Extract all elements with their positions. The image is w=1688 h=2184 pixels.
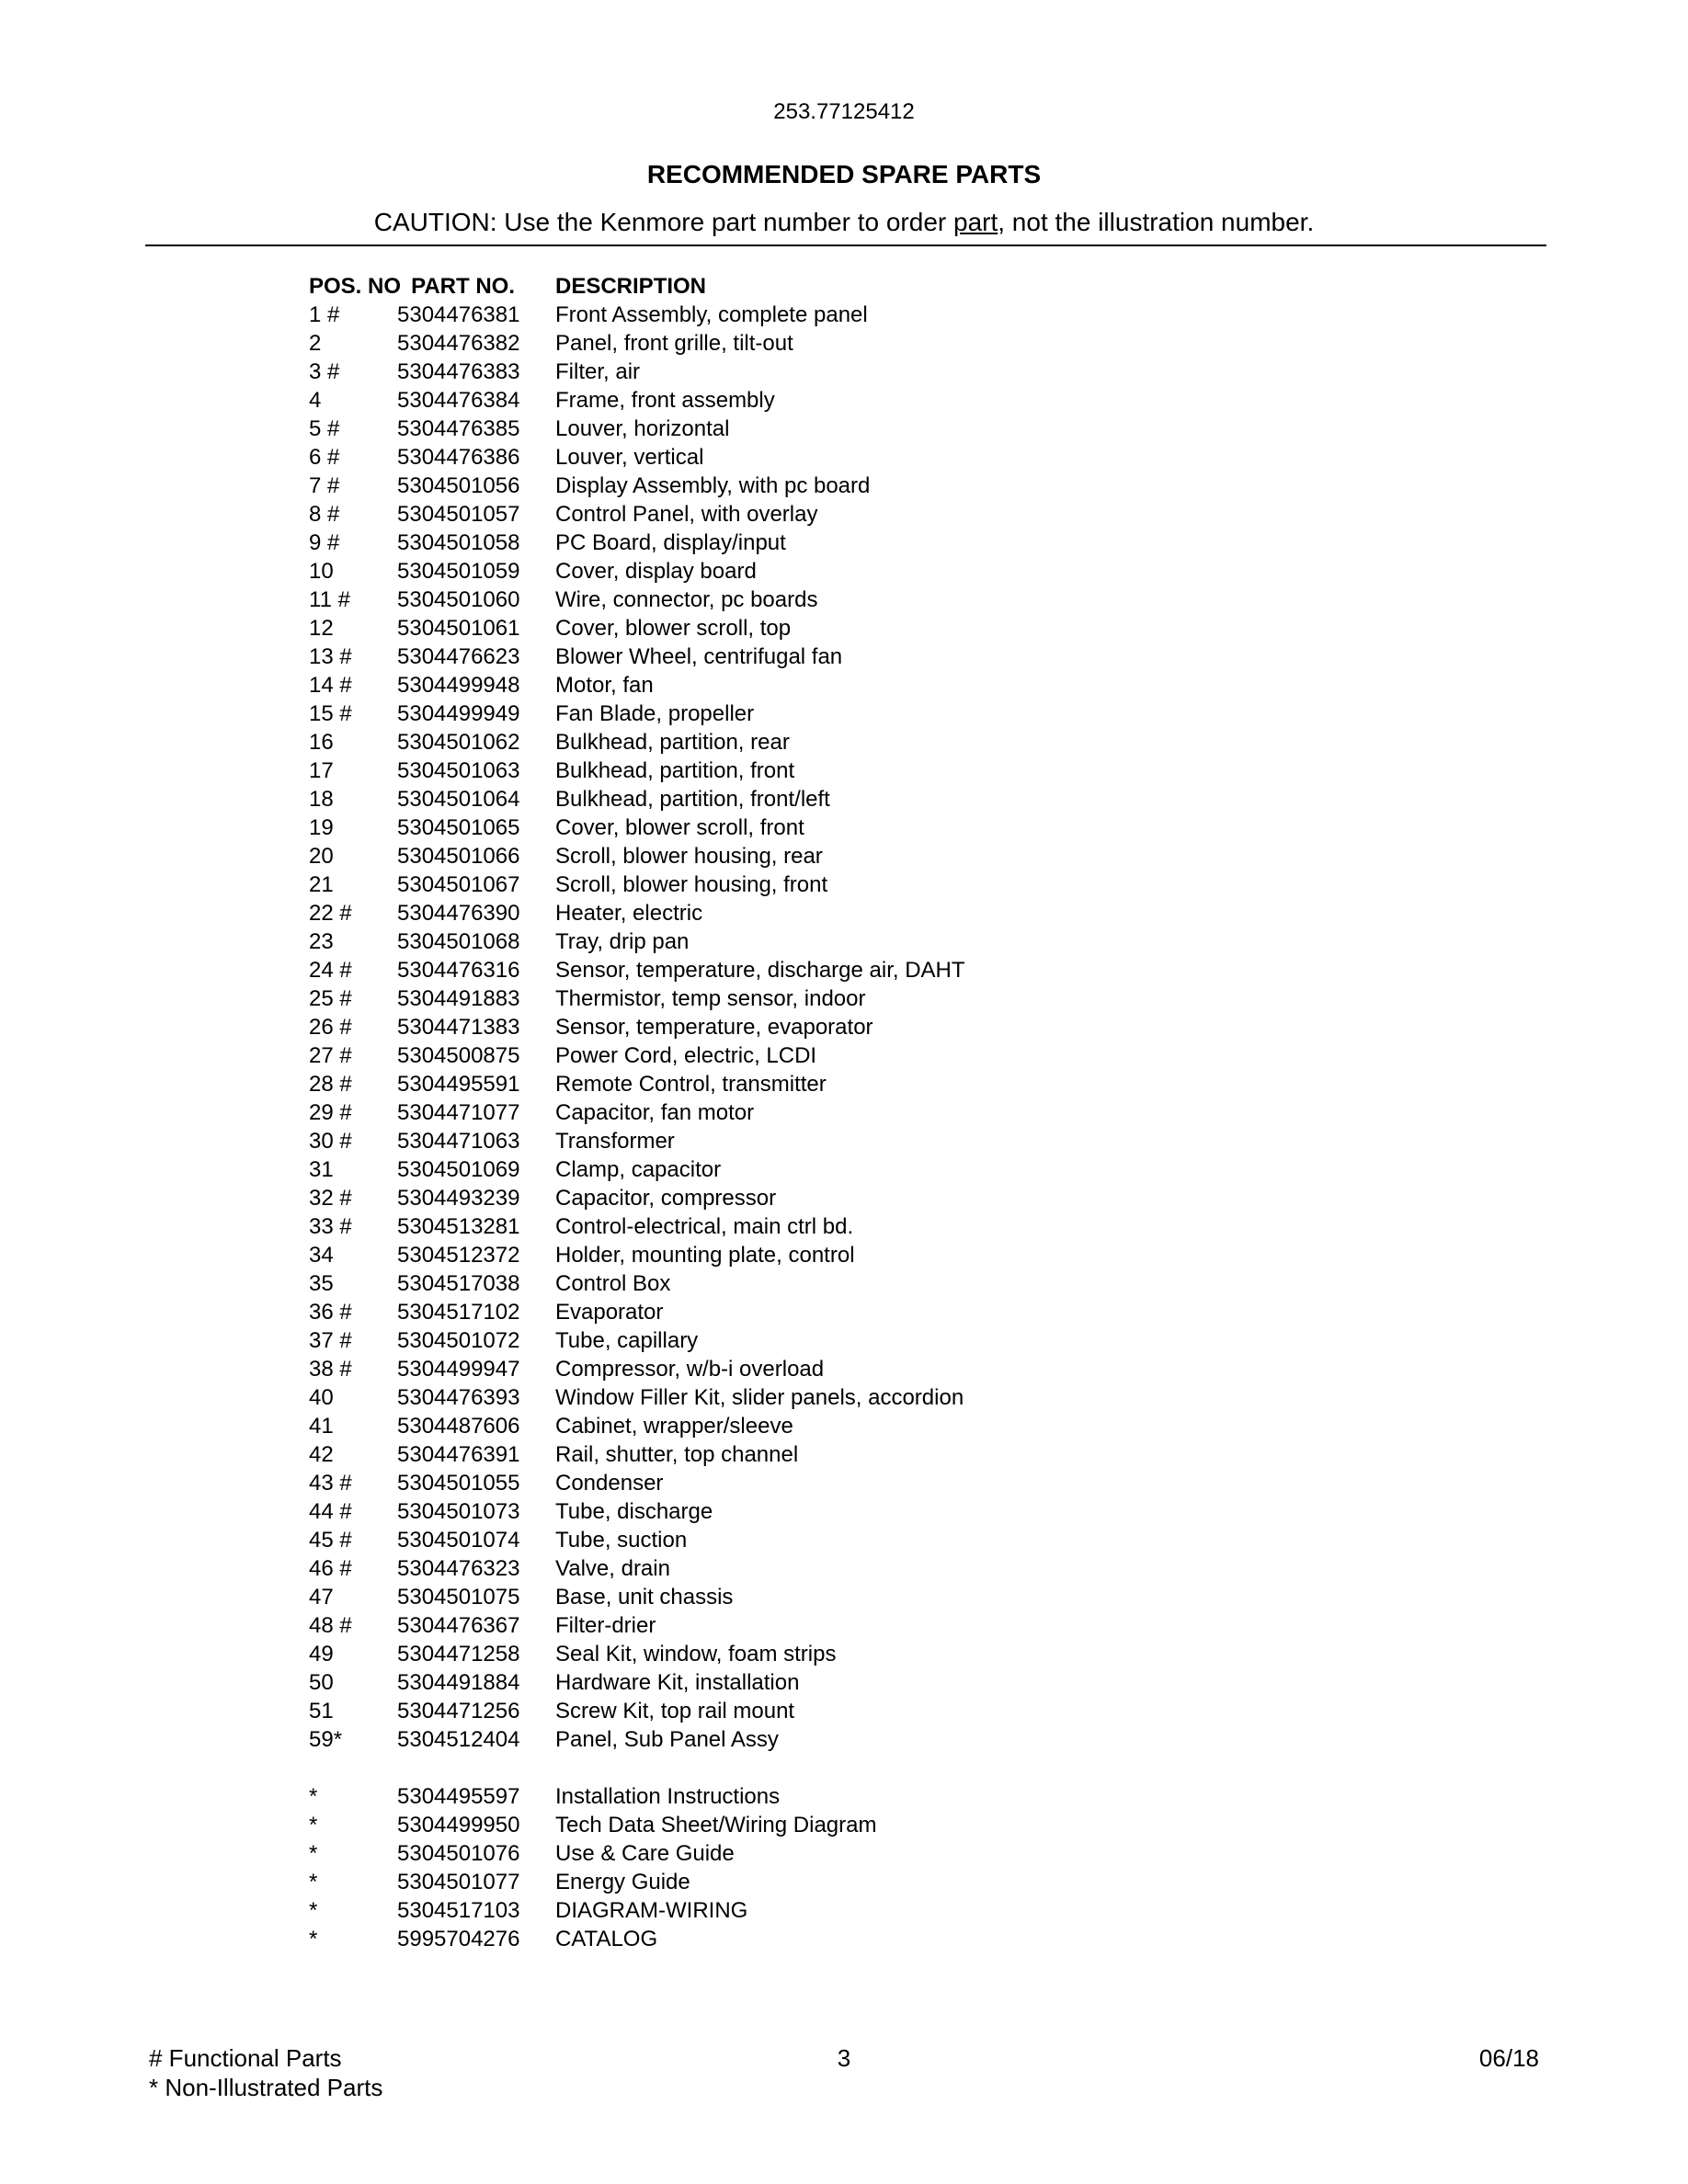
part-number-cell: 5304501064 xyxy=(397,787,520,812)
part-number-cell: 5304471063 xyxy=(397,1129,520,1154)
pos-cell: 40 xyxy=(309,1385,334,1410)
table-row xyxy=(309,301,1136,329)
table-row xyxy=(309,586,1136,614)
part-number-cell: 5304476316 xyxy=(397,958,520,983)
pos-cell: 44 # xyxy=(309,1499,352,1524)
description-cell: Transformer xyxy=(555,1129,675,1154)
column-header-description: DESCRIPTION xyxy=(555,274,707,299)
description-cell: Tray, drip pan xyxy=(555,929,690,954)
description-cell: Capacitor, fan motor xyxy=(555,1100,755,1125)
description-cell: Valve, drain xyxy=(555,1556,670,1581)
part-number-cell: 5304471258 xyxy=(397,1642,520,1666)
description-cell: Tube, discharge xyxy=(555,1499,713,1524)
table-row xyxy=(309,643,1136,671)
description-cell: Scroll, blower housing, front xyxy=(555,872,828,897)
pos-cell: 38 # xyxy=(309,1357,352,1382)
description-cell: Frame, front assembly xyxy=(555,388,775,413)
model-number: 253.77125412 xyxy=(773,99,915,124)
table-row xyxy=(309,529,1136,557)
part-number-cell: 5304501058 xyxy=(397,530,520,555)
part-number-cell: 5304476384 xyxy=(397,388,520,413)
part-number-cell: 5304501055 xyxy=(397,1471,520,1496)
description-cell: Evaporator xyxy=(555,1300,664,1325)
table-row xyxy=(309,1839,1136,1868)
table-row xyxy=(309,1098,1136,1127)
description-cell: Capacitor, compressor xyxy=(555,1186,777,1211)
description-cell: CATALOG xyxy=(555,1927,658,1951)
pos-cell: 26 # xyxy=(309,1015,352,1040)
pos-cell: * xyxy=(309,1841,318,1866)
part-number-cell: 5304501060 xyxy=(397,587,520,612)
table-row xyxy=(309,1127,1136,1155)
table-row xyxy=(309,1896,1136,1925)
pos-cell: 10 xyxy=(309,559,334,584)
table-row xyxy=(309,1668,1136,1697)
table-row xyxy=(309,956,1136,984)
table-row xyxy=(309,1526,1136,1554)
description-cell: Bulkhead, partition, front xyxy=(555,758,795,783)
pos-cell: 25 # xyxy=(309,986,352,1011)
part-number-cell: 5304476381 xyxy=(397,302,520,327)
part-number-cell: 5304471383 xyxy=(397,1015,520,1040)
table-row xyxy=(309,1412,1136,1440)
page-number: 3 xyxy=(837,2044,851,2072)
part-number-cell: 5304501062 xyxy=(397,730,520,755)
pos-cell: 7 # xyxy=(309,473,340,498)
pos-cell: 23 xyxy=(309,929,334,954)
table-row xyxy=(309,1298,1136,1326)
part-number-cell: 5304495597 xyxy=(397,1784,520,1809)
table-row xyxy=(309,1811,1136,1839)
part-number-cell: 5304501061 xyxy=(397,616,520,641)
caution-text-after: , not the illustration number. xyxy=(998,208,1315,236)
description-cell: Blower Wheel, centrifugal fan xyxy=(555,644,843,669)
description-cell: Screw Kit, top rail mount xyxy=(555,1699,795,1723)
description-cell: Control Box xyxy=(555,1271,671,1296)
pos-cell: 17 xyxy=(309,758,334,783)
part-number-cell: 5304501065 xyxy=(397,815,520,840)
table-row xyxy=(309,443,1136,472)
description-cell: Sensor, temperature, discharge air, DAHT xyxy=(555,958,965,983)
caution-note xyxy=(0,208,1688,237)
pos-cell: 11 # xyxy=(309,587,350,612)
pos-cell: 50 xyxy=(309,1670,334,1695)
table-row xyxy=(309,700,1136,728)
page-title: RECOMMENDED SPARE PARTS xyxy=(646,160,1042,188)
table-row xyxy=(309,842,1136,870)
pos-cell: 8 # xyxy=(309,502,340,527)
part-number-cell: 5304491883 xyxy=(397,986,520,1011)
description-cell: Installation Instructions xyxy=(555,1784,781,1809)
table-row xyxy=(309,614,1136,643)
pos-cell: 12 xyxy=(309,616,334,641)
table-gap xyxy=(309,1754,1136,1782)
part-number-cell: 5304476383 xyxy=(397,359,520,384)
header-divider xyxy=(145,245,1546,246)
part-number-cell: 5304501074 xyxy=(397,1528,520,1553)
pos-cell: 22 # xyxy=(309,901,352,926)
pos-cell: * xyxy=(309,1784,318,1809)
pos-cell: 31 xyxy=(309,1157,334,1182)
part-number-cell: 5304501073 xyxy=(397,1499,520,1524)
pos-cell: 59* xyxy=(309,1727,343,1752)
pos-cell: 24 # xyxy=(309,958,352,983)
table-row xyxy=(309,1241,1136,1269)
table-row xyxy=(309,415,1136,443)
table-row xyxy=(309,1269,1136,1298)
part-number-cell: 5304471077 xyxy=(397,1100,520,1125)
description-cell: Condenser xyxy=(555,1471,664,1496)
table-row xyxy=(309,1212,1136,1241)
description-cell: Heater, electric xyxy=(555,901,703,926)
table-row xyxy=(309,1355,1136,1383)
table-row xyxy=(309,1782,1136,1811)
description-cell: PC Board, display/input xyxy=(555,530,786,555)
pos-cell: 9 # xyxy=(309,530,340,555)
caution-text-before: CAUTION: Use the Kenmore part number to order xyxy=(373,208,953,236)
part-number-cell: 5304501056 xyxy=(397,473,520,498)
description-cell: Louver, vertical xyxy=(555,445,704,470)
table-row xyxy=(309,329,1136,358)
non-illustrated-table-body xyxy=(309,1782,1136,1953)
pos-cell: 4 xyxy=(309,388,322,413)
pos-cell: 46 # xyxy=(309,1556,352,1581)
table-row xyxy=(309,1725,1136,1754)
part-number-cell: 5304476390 xyxy=(397,901,520,926)
table-row xyxy=(309,1469,1136,1497)
pos-cell: 20 xyxy=(309,844,334,869)
part-number-cell: 5304512372 xyxy=(397,1243,520,1268)
pos-cell: 45 # xyxy=(309,1528,352,1553)
pos-cell: * xyxy=(309,1813,318,1837)
description-cell: Seal Kit, window, foam strips xyxy=(555,1642,837,1666)
table-row xyxy=(309,1497,1136,1526)
pos-cell: 34 xyxy=(309,1243,334,1268)
table-row xyxy=(309,386,1136,415)
part-number-cell: 5304517103 xyxy=(397,1898,520,1923)
table-row xyxy=(309,1611,1136,1640)
pos-cell: 36 # xyxy=(309,1300,352,1325)
part-number-cell: 5304512404 xyxy=(397,1727,520,1752)
part-number-cell: 5304501067 xyxy=(397,872,520,897)
part-number-cell: 5304501063 xyxy=(397,758,520,783)
pos-cell: 3 # xyxy=(309,359,340,384)
part-number-cell: 5304501059 xyxy=(397,559,520,584)
pos-cell: 15 # xyxy=(309,701,352,726)
pos-cell: 19 xyxy=(309,815,334,840)
table-row xyxy=(309,1013,1136,1041)
table-row xyxy=(309,557,1136,586)
pos-cell: 37 # xyxy=(309,1328,352,1353)
description-cell: Bulkhead, partition, front/left xyxy=(555,787,830,812)
description-cell: Cabinet, wrapper/sleeve xyxy=(555,1414,793,1439)
pos-cell: 5 # xyxy=(309,416,340,441)
description-cell: Tube, suction xyxy=(555,1528,688,1553)
part-number-cell: 5304517102 xyxy=(397,1300,520,1325)
part-number-cell: 5304501069 xyxy=(397,1157,520,1182)
table-row xyxy=(309,728,1136,756)
part-number-cell: 5304493239 xyxy=(397,1186,520,1211)
description-cell: Panel, front grille, tilt-out xyxy=(555,331,793,356)
table-row xyxy=(309,1697,1136,1725)
column-header-pos: POS. NO xyxy=(309,274,402,299)
part-number-cell: 5995704276 xyxy=(397,1927,520,1951)
pos-cell: 14 # xyxy=(309,673,352,698)
part-number-cell: 5304501057 xyxy=(397,502,520,527)
description-cell: Motor, fan xyxy=(555,673,654,698)
description-cell: Rail, shutter, top channel xyxy=(555,1442,799,1467)
description-cell: Fan Blade, propeller xyxy=(555,701,755,726)
table-row xyxy=(309,1383,1136,1412)
pos-cell: 30 # xyxy=(309,1129,352,1154)
pos-cell: 28 # xyxy=(309,1072,352,1097)
description-cell: Cover, blower scroll, top xyxy=(555,616,792,641)
description-cell: Hardware Kit, installation xyxy=(555,1670,800,1695)
parts-table xyxy=(309,272,1136,1953)
part-number-cell: 5304491884 xyxy=(397,1670,520,1695)
part-number-cell: 5304476323 xyxy=(397,1556,520,1581)
pos-cell: 21 xyxy=(309,872,334,897)
table-row xyxy=(309,756,1136,785)
table-row xyxy=(309,671,1136,700)
description-cell: Compressor, w/b-i overload xyxy=(555,1357,825,1382)
part-number-cell: 5304501076 xyxy=(397,1841,520,1866)
description-cell: Control-electrical, main ctrl bd. xyxy=(555,1214,854,1239)
pos-cell: 16 xyxy=(309,730,334,755)
table-row xyxy=(309,1583,1136,1611)
part-number-cell: 5304476623 xyxy=(397,644,520,669)
table-row xyxy=(309,1070,1136,1098)
part-number-cell: 5304500875 xyxy=(397,1043,520,1068)
description-cell: Cover, blower scroll, front xyxy=(555,815,804,840)
part-number-cell: 5304513281 xyxy=(397,1214,520,1239)
description-cell: Thermistor, temp sensor, indoor xyxy=(555,986,866,1011)
table-row xyxy=(309,1440,1136,1469)
table-row xyxy=(309,870,1136,899)
table-row xyxy=(309,984,1136,1013)
description-cell: Filter, air xyxy=(555,359,641,384)
pos-cell: 27 # xyxy=(309,1043,352,1068)
pos-cell: * xyxy=(309,1927,318,1951)
description-cell: Filter-drier xyxy=(555,1613,656,1638)
table-row xyxy=(309,785,1136,813)
legend-non-illustrated-parts: * Non-Illustrated Parts xyxy=(149,2074,383,2101)
table-row xyxy=(309,1184,1136,1212)
table-row xyxy=(309,500,1136,529)
part-number-cell: 5304499949 xyxy=(397,701,520,726)
pos-cell: 29 # xyxy=(309,1100,352,1125)
pos-cell: 33 # xyxy=(309,1214,352,1239)
description-cell: Window Filler Kit, slider panels, accordion xyxy=(555,1385,964,1410)
part-number-cell: 5304501066 xyxy=(397,844,520,869)
pos-cell: 2 xyxy=(309,331,322,356)
pos-cell: 48 # xyxy=(309,1613,352,1638)
part-number-cell: 5304501068 xyxy=(397,929,520,954)
description-cell: Base, unit chassis xyxy=(555,1585,734,1610)
part-number-cell: 5304476382 xyxy=(397,331,520,356)
description-cell: Power Cord, electric, LCDI xyxy=(555,1043,817,1068)
description-cell: DIAGRAM-WIRING xyxy=(555,1898,748,1923)
description-cell: Control Panel, with overlay xyxy=(555,502,818,527)
column-header-part: PART NO. xyxy=(411,274,515,299)
part-number-cell: 5304501072 xyxy=(397,1328,520,1353)
pos-cell: 41 xyxy=(309,1414,334,1439)
description-cell: Use & Care Guide xyxy=(555,1841,735,1866)
table-row xyxy=(309,1868,1136,1896)
description-cell: Panel, Sub Panel Assy xyxy=(555,1727,779,1752)
description-cell: Display Assembly, with pc board xyxy=(555,473,871,498)
table-header-row xyxy=(309,272,1136,301)
pos-cell: 13 # xyxy=(309,644,352,669)
part-number-cell: 5304517038 xyxy=(397,1271,520,1296)
pos-cell: 47 xyxy=(309,1585,334,1610)
table-row xyxy=(309,813,1136,842)
description-cell: Scroll, blower housing, rear xyxy=(555,844,823,869)
pos-cell: * xyxy=(309,1870,318,1894)
description-cell: Holder, mounting plate, control xyxy=(555,1243,855,1268)
table-row xyxy=(309,927,1136,956)
pos-cell: 51 xyxy=(309,1699,334,1723)
table-row xyxy=(309,1640,1136,1668)
pos-cell: * xyxy=(309,1898,318,1923)
pos-cell: 6 # xyxy=(309,445,340,470)
description-cell: Wire, connector, pc boards xyxy=(555,587,818,612)
part-number-cell: 5304501077 xyxy=(397,1870,520,1894)
part-number-cell: 5304476393 xyxy=(397,1385,520,1410)
pos-cell: 49 xyxy=(309,1642,334,1666)
description-cell: Cover, display board xyxy=(555,559,757,584)
part-number-cell: 5304476385 xyxy=(397,416,520,441)
table-row xyxy=(309,1326,1136,1355)
description-cell: Tech Data Sheet/Wiring Diagram xyxy=(555,1813,877,1837)
pos-cell: 42 xyxy=(309,1442,334,1467)
part-number-cell: 5304499947 xyxy=(397,1357,520,1382)
pos-cell: 1 # xyxy=(309,302,340,327)
table-row xyxy=(309,1554,1136,1583)
description-cell: Remote Control, transmitter xyxy=(555,1072,827,1097)
part-number-cell: 5304471256 xyxy=(397,1699,520,1723)
part-number-cell: 5304487606 xyxy=(397,1414,520,1439)
description-cell: Energy Guide xyxy=(555,1870,690,1894)
part-number-cell: 5304495591 xyxy=(397,1072,520,1097)
part-number-cell: 5304499948 xyxy=(397,673,520,698)
pos-cell: 18 xyxy=(309,787,334,812)
part-number-cell: 5304476391 xyxy=(397,1442,520,1467)
description-cell: Clamp, capacitor xyxy=(555,1157,722,1182)
pos-cell: 43 # xyxy=(309,1471,352,1496)
legend-functional-parts: # Functional Parts xyxy=(149,2044,342,2072)
description-cell: Louver, horizontal xyxy=(555,416,730,441)
table-row xyxy=(309,358,1136,386)
description-cell: Sensor, temperature, evaporator xyxy=(555,1015,873,1040)
table-row xyxy=(309,1155,1136,1184)
pos-cell: 32 # xyxy=(309,1186,352,1211)
part-number-cell: 5304476367 xyxy=(397,1613,520,1638)
pos-cell: 35 xyxy=(309,1271,334,1296)
description-cell: Front Assembly, complete panel xyxy=(555,302,868,327)
table-row xyxy=(309,1925,1136,1953)
parts-table-body xyxy=(309,301,1136,1754)
part-number-cell: 5304499950 xyxy=(397,1813,520,1837)
part-number-cell: 5304476386 xyxy=(397,445,520,470)
part-number-cell: 5304501075 xyxy=(397,1585,520,1610)
description-cell: Bulkhead, partition, rear xyxy=(555,730,790,755)
table-row xyxy=(309,1041,1136,1070)
description-cell: Tube, capillary xyxy=(555,1328,699,1353)
caution-underlined-word: part xyxy=(953,208,998,236)
table-row xyxy=(309,472,1136,500)
revision-date: 06/18 xyxy=(1478,2044,1539,2072)
table-row xyxy=(309,899,1136,927)
